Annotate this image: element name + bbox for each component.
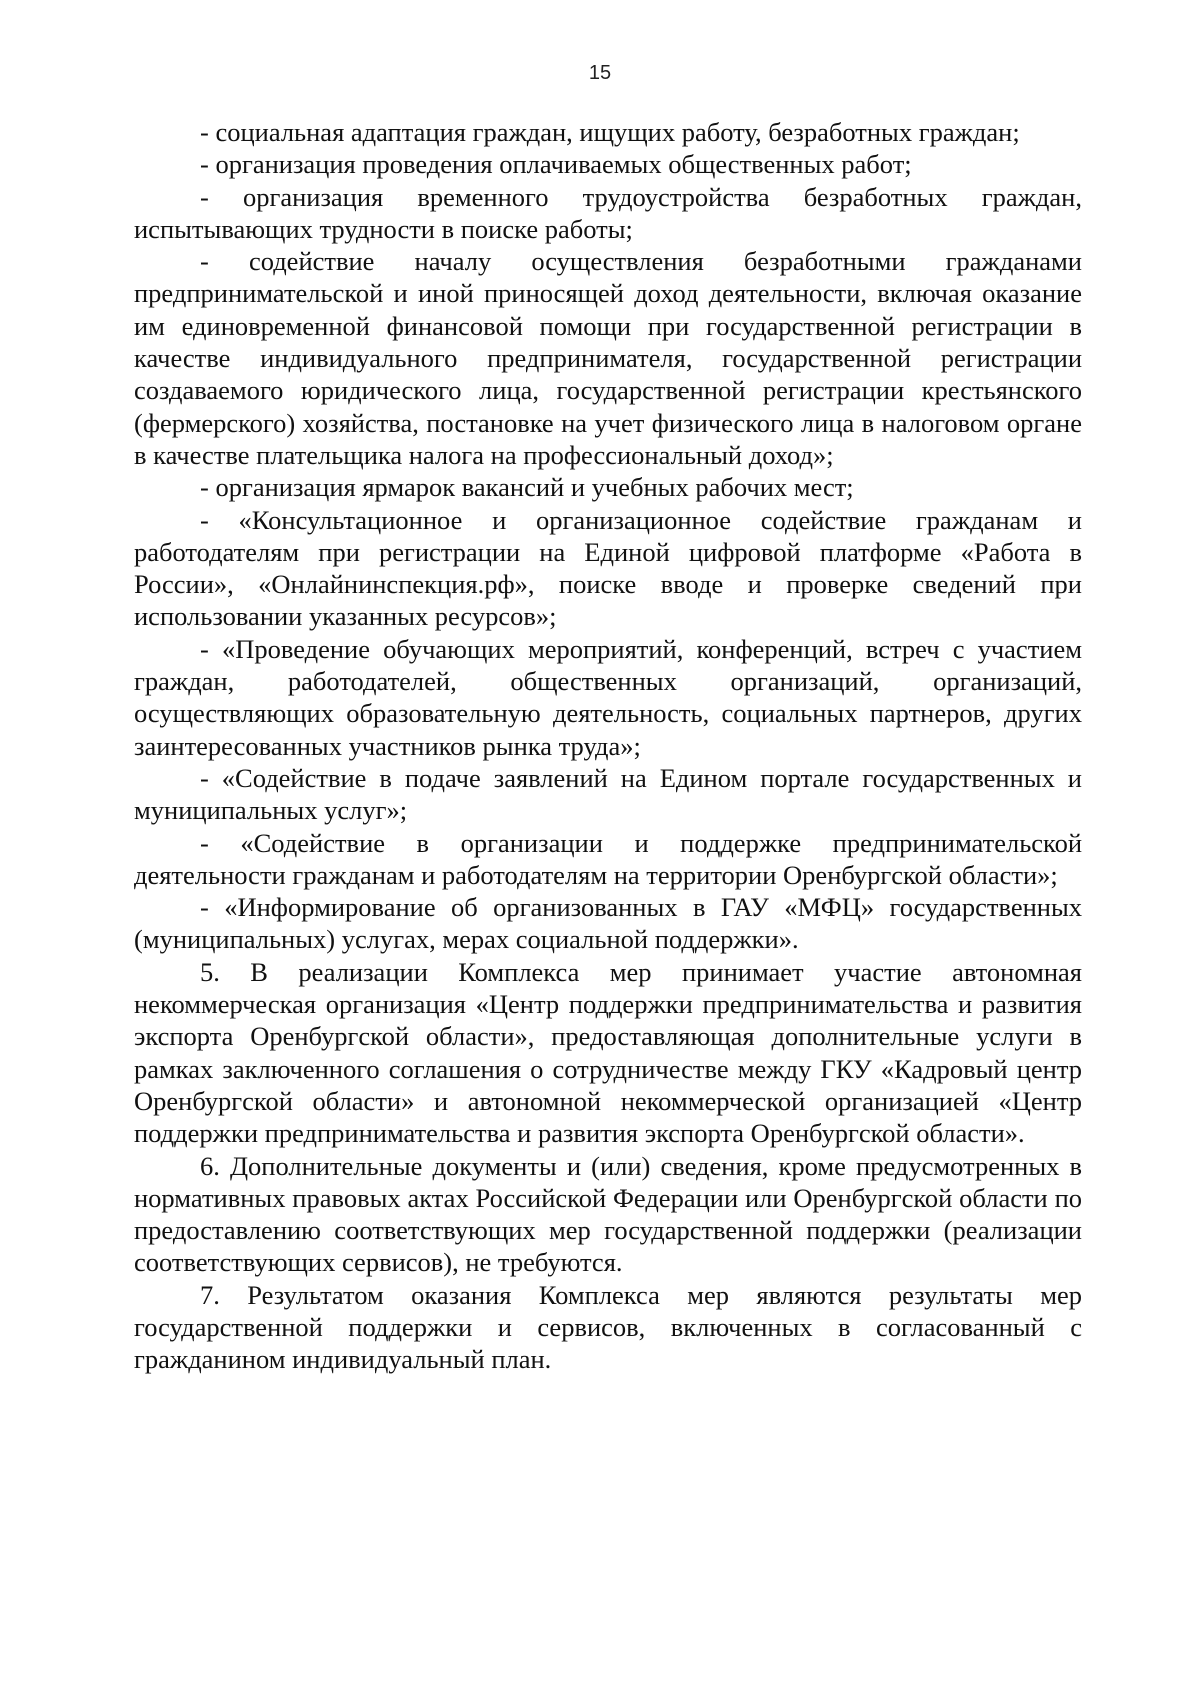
paragraph-platform-consulting: - «Консультационное и организационное содействие гражданам и работодателям при регистрации на Единой цифровой платформе «Работа в России», «Онлайнинспекция.рф», поиске вводе и проверке сведений при использовании указанных ресурсов»; <box>134 504 1082 632</box>
paragraph-paid-public-works: - организация проведения оплачиваемых общественных работ; <box>200 149 912 180</box>
paragraph-job-fairs: - организация ярмарок вакансий и учебных рабочих мест; <box>200 472 854 503</box>
paragraph-mfc-informing: - «Информирование об организованных в ГАУ «МФЦ» государственных (муниципальных) услугах, мерах социальной поддержки». <box>134 892 1082 955</box>
document-body <box>134 116 1082 1376</box>
page-number: 15 <box>588 62 612 84</box>
paragraph-temporary-employment: - организация временного трудоустройства безработных граждан, испытывающих трудности в поиске работы; <box>134 181 1082 244</box>
paragraph-item-7: 7. Результатом оказания Комплекса мер являются результаты мер государственной поддержки и сервисов, включенных в согласованный с гражданином индивидуальный план. <box>134 1279 1082 1375</box>
paragraph-item-6: 6. Дополнительные документы и (или) сведения, кроме предусмотренных в нормативных правовых актах Российской Федерации или Оренбургской области по предоставлению соответствующих мер государственной поддержки (реализации соответствующих сервисов), не требуются. <box>134 1150 1082 1278</box>
paragraph-business-support: - «Содействие в организации и поддержке предпринимательской деятельности гражданам и работодателям на территории Оренбургской области»; <box>134 827 1082 890</box>
paragraph-item-5: 5. В реализации Комплекса мер принимает участие автономная некоммерческая организация «Центр поддержки предпринимательства и развития экспорта Оренбургской области», предоставляющая дополнительные услуги в рамках заключенного соглашения о сотрудничестве между ГКУ «Кадровый центр Оренбургской области» и автономной некоммерческой организацией «Центр поддержки предпринимательства и развития экспорта Оренбургской области». <box>134 956 1082 1149</box>
paragraph-entrepreneurship-support: - содействие началу осуществления безработными гражданами предпринимательской и иной приносящей доход деятельности, включая оказание им единовременной финансовой помощи при государственной регистрации в качестве индивидуального предпринимателя, государственной регистрации создаваемого юридического лица, государственной регистрации крестьянского (фермерского) хозяйства, постановке на учет физического лица в налоговом органе в качестве плательщика налога на профессиональный доход»; <box>134 246 1082 470</box>
paragraph-portal-applications: - «Содействие в подаче заявлений на Едином портале государственных и муниципальных услуг»; <box>134 762 1082 826</box>
paragraph-social-adaptation: - социальная адаптация граждан, ищущих работу, безработных граждан; <box>200 117 1020 147</box>
paragraph-training-events: - «Проведение обучающих мероприятий, конференций, встреч с участием граждан, работодателей, общественных организаций, организаций, осуществляющих образовательную деятельность, социальных партнеров, других заинтересованных участников рынка труда»; <box>134 633 1082 761</box>
